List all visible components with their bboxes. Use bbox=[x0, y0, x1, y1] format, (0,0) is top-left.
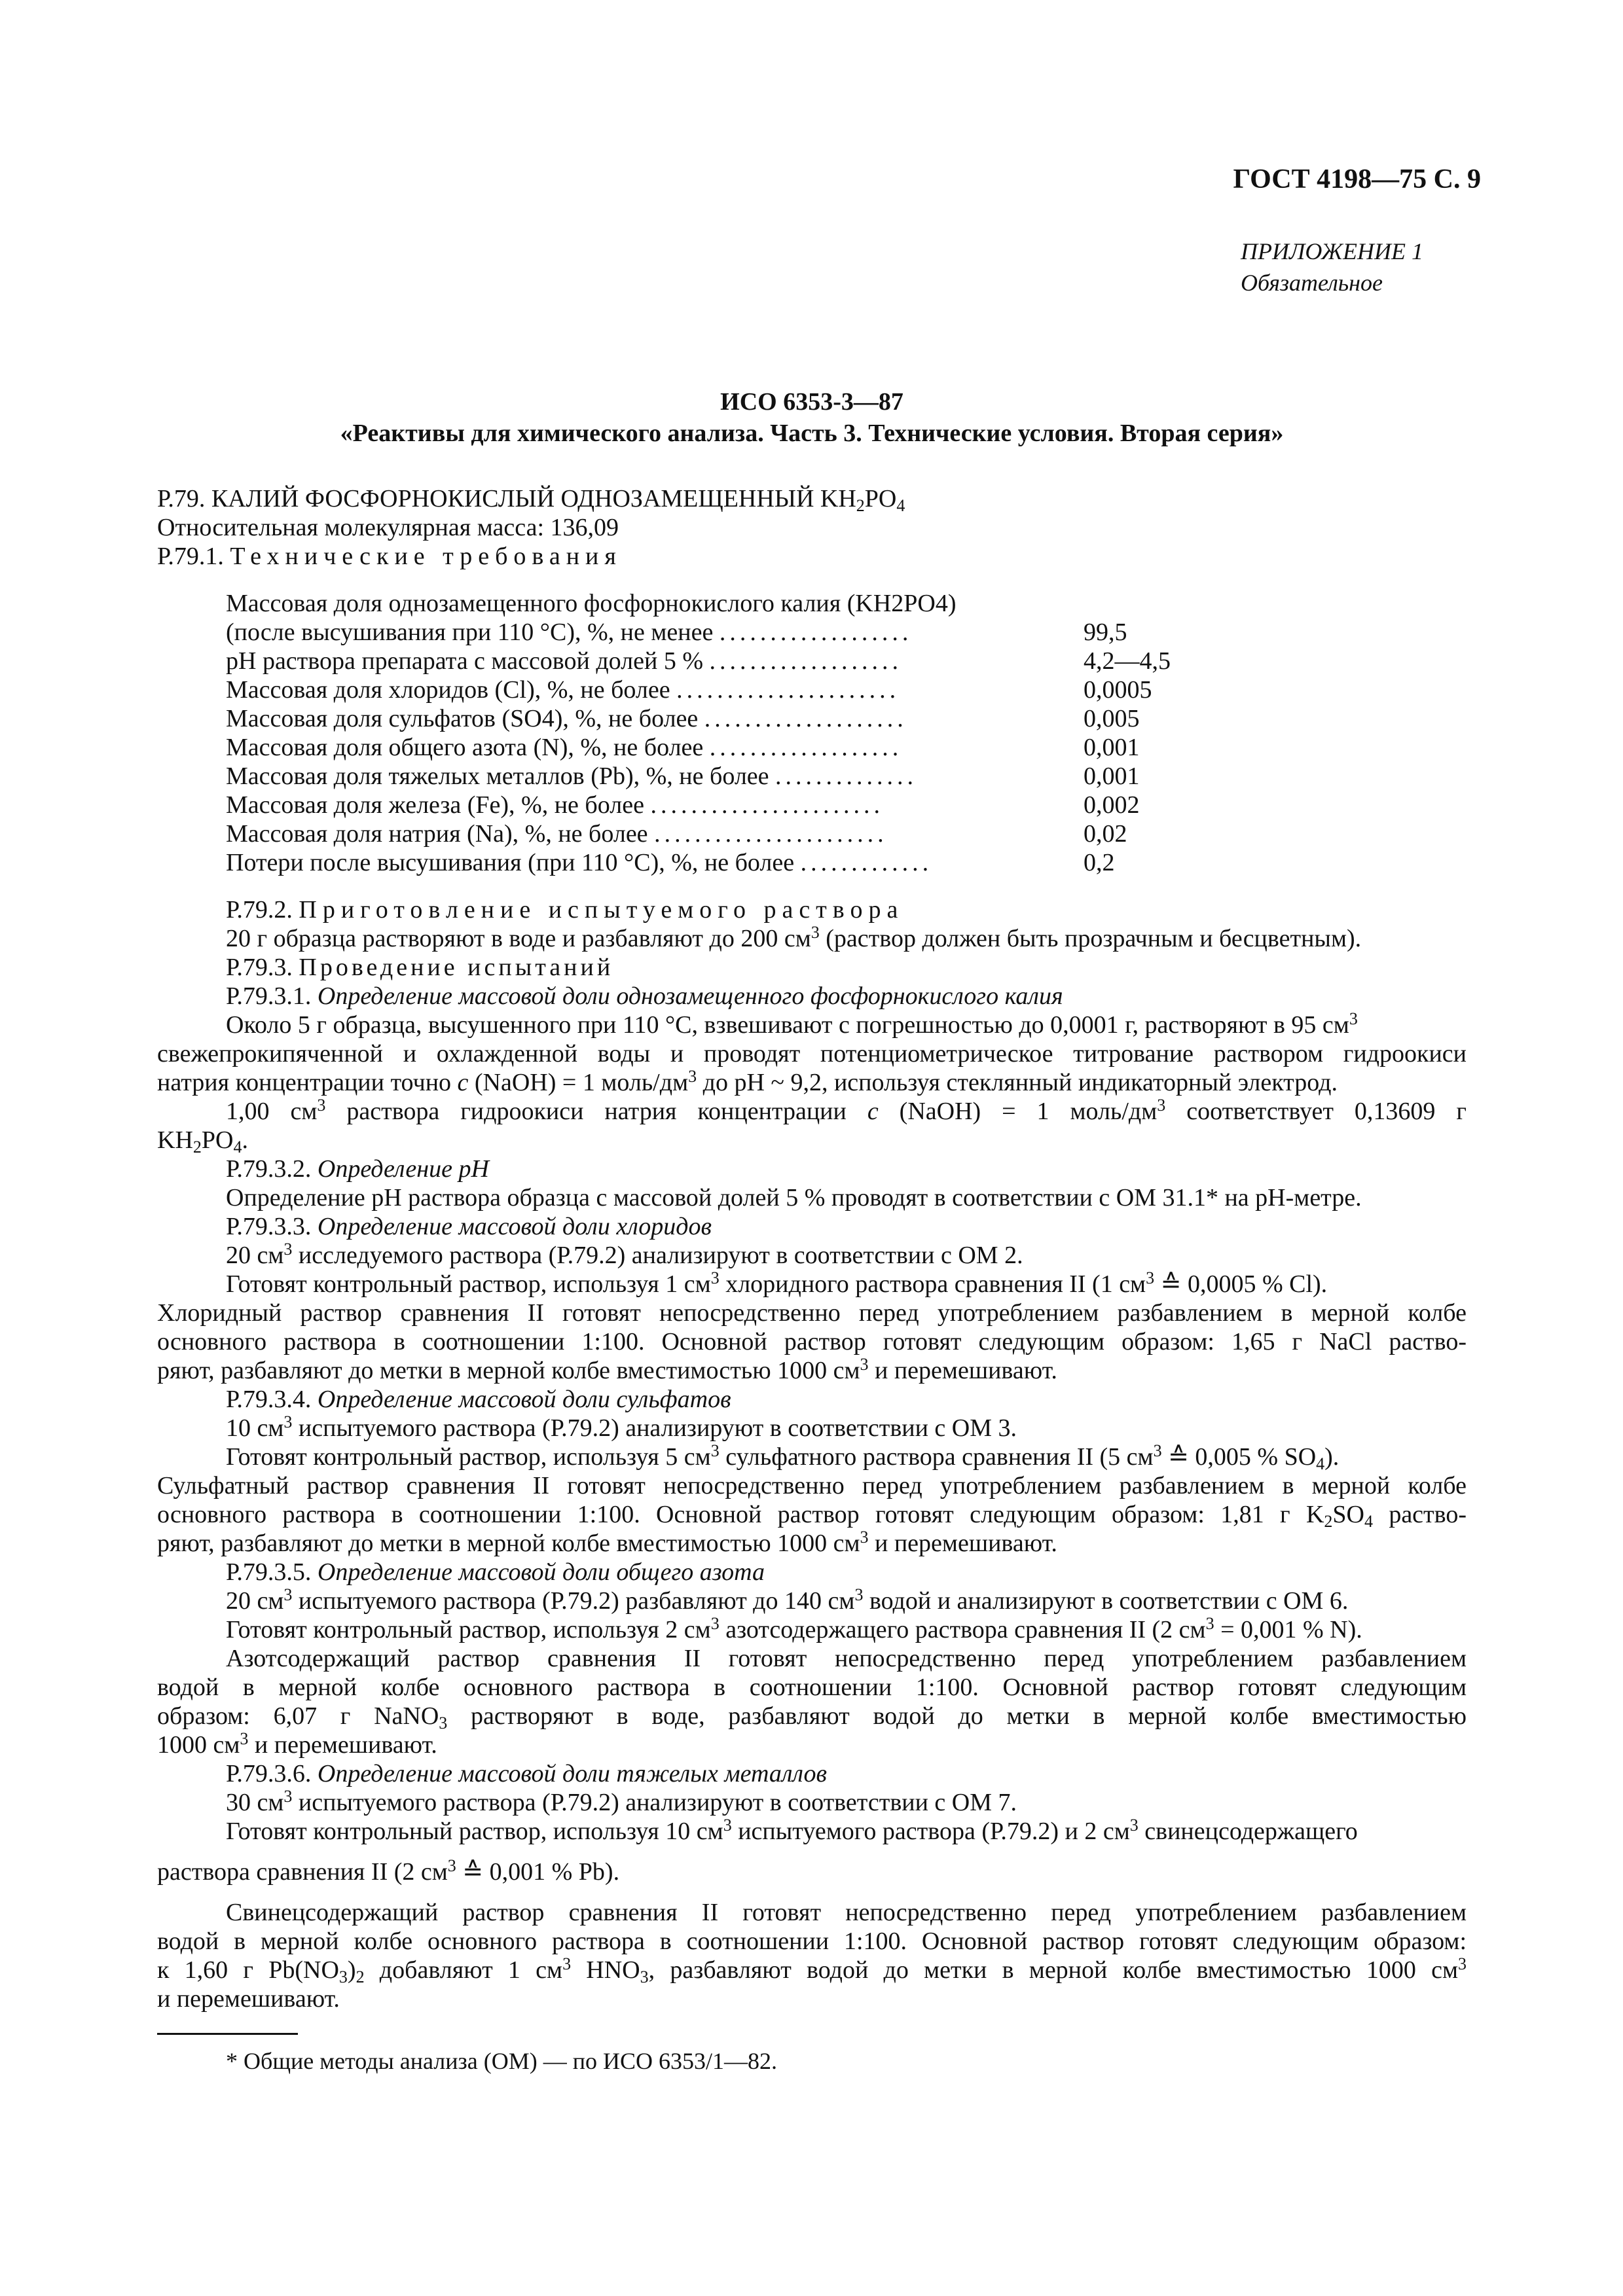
tests-heading: Р.79.3. Проведение испытаний bbox=[226, 954, 614, 981]
spec-name: Массовая доля железа (Fe), %, не более bbox=[226, 791, 644, 819]
iso-number: ИСО 6353-3—87 bbox=[720, 388, 903, 416]
spec-value: 0,0005 bbox=[1084, 676, 1152, 704]
spec-leader-dots: ................... bbox=[709, 734, 903, 761]
section-3-2-heading: Р.79.3.2. Определение pH bbox=[226, 1155, 489, 1183]
section-3-5-heading: Р.79.3.5. Определение массовой доли общего азота bbox=[226, 1558, 765, 1586]
document-title bbox=[157, 386, 1467, 449]
spec-name: Массовая доля натрия (Na), %, не более bbox=[226, 820, 648, 848]
section-3-4-heading: Р.79.3.4. Определение массовой доли сульфатов bbox=[226, 1386, 731, 1413]
spec-row bbox=[226, 675, 1171, 704]
footnote-rule bbox=[157, 2033, 298, 2035]
spec-row bbox=[226, 819, 1171, 848]
section-3-5-text: водой в мерной колбе основного раствора в соотношении 1:100. Основной раствор готовят следующим bbox=[157, 1674, 1467, 1701]
section-3-6-text: к 1,60 г $Pb(NO_3)_2$ добавляют 1 $см^3$ $HNO_3$, разбавляют водой до метки в мерной колбе вместимостью 1000 $см^3$ bbox=[157, 1954, 1467, 1986]
spec-row bbox=[226, 647, 1171, 675]
section-3-5-text: образом: 6,07 г NaNO$_3$ растворяют в воде, разбавляют водой до метки в мерной колбе вместимостью bbox=[157, 1702, 1467, 1732]
spec-leader-dots: ....................... bbox=[650, 791, 884, 819]
spec-leader-dots: .............. bbox=[775, 762, 918, 790]
spec-name: (после высушивания при 110 °С), %, не менее bbox=[226, 619, 714, 646]
section-3-6-heading: Р.79.3.6. Определение массовой доли тяжелых металлов bbox=[226, 1760, 827, 1787]
spec-row bbox=[226, 733, 1171, 762]
spec-value: 0,002 bbox=[1084, 791, 1140, 819]
section-3-1-text: 1,00 $см^3$ раствора гидроокиси натрия концентрации c (NaOH) = 1 моль/$дм^3$ соответствует 0,13609 г bbox=[226, 1096, 1467, 1125]
prep-heading: Р.79.2. Приготовление испытуемого раствора bbox=[226, 896, 904, 924]
appendix-number: ПРИЛОЖЕНИЕ 1 bbox=[1241, 238, 1423, 264]
spec-name: Потери после высушивания (при 110 °С), %, не более bbox=[226, 849, 795, 876]
specs-intro: Массовая доля однозамещенного фосфорнокислого калия (KH2PO4) bbox=[226, 590, 957, 617]
spec-value: 4,2—4,5 bbox=[1084, 647, 1171, 675]
section-3-5-text: 20 $см^3$ испытуемого раствора (Р.79.2) разбавляют до 140 $см^3$ водой и анализируют в соответствии с ОМ 6. bbox=[226, 1585, 1349, 1615]
spec-value: 99,5 bbox=[1084, 619, 1127, 646]
section-3-4-text: основного раствора в соотношении 1:100. Основной раствор готовят следующим образом: 1,81 г $K_2SO_4$ раство- bbox=[157, 1501, 1467, 1531]
section-3-3-text: Хлоридный раствор сравнения II готовят непосредственно перед употреблением разбавлением в мерной колбе bbox=[157, 1299, 1467, 1327]
section-3-4-text: Готовят контрольный раствор, используя 5 $см^3$ сульфатного раствора сравнения II (5 $см^3$ ≙ 0,005 % $SO_4$). bbox=[226, 1441, 1340, 1473]
spec-name: Массовая доля хлоридов (Cl), %, не более bbox=[226, 676, 670, 704]
spec-name: Массовая доля сульфатов (SO4), %, не более bbox=[226, 705, 699, 732]
spec-leader-dots: ................... bbox=[719, 619, 913, 646]
section-3-3-text: основного раствора в соотношении 1:100. Основной раствор готовят следующим образом: 1,65 г NaCl раство- bbox=[157, 1328, 1467, 1355]
appendix-label bbox=[1241, 236, 1423, 298]
section-3-5-text: 1000 $см^3$ и перемешивают. bbox=[157, 1729, 437, 1759]
spec-value: 0,005 bbox=[1084, 705, 1140, 732]
spec-row bbox=[226, 791, 1171, 819]
document-body bbox=[157, 484, 1467, 2075]
section-3-3-text: ряют, разбавляют до метки в мерной колбе вместимостью 1000 $см^3$ и перемешивают. bbox=[157, 1355, 1057, 1384]
section-3-1-text: свежепрокипяченной и охлажденной воды и проводят потенциометрическое титрование раствором гидроокиси bbox=[157, 1040, 1467, 1067]
spec-leader-dots: ............. bbox=[800, 849, 933, 876]
standard-page-header: ГОСТ 4198—75 С. 9 bbox=[1233, 164, 1481, 194]
spec-row bbox=[226, 848, 1171, 877]
spec-leader-dots: ...................... bbox=[676, 676, 900, 704]
spec-row bbox=[226, 704, 1171, 733]
section-3-4-text: Сульфатный раствор сравнения II готовят непосредственно перед употреблением разбавлением в мерной колбе bbox=[157, 1472, 1467, 1499]
section-3-6-text: 30 $см^3$ испытуемого раствора (Р.79.2) анализируют в соответствии с ОМ 7. bbox=[226, 1787, 1017, 1816]
spec-value: 0,001 bbox=[1084, 734, 1140, 761]
spec-value: 0,02 bbox=[1084, 820, 1127, 848]
spec-leader-dots: ....................... bbox=[654, 820, 888, 848]
section-3-3-heading: Р.79.3.3. Определение массовой доли хлоридов bbox=[226, 1213, 712, 1240]
section-3-4-text: ряют, разбавляют до метки в мерной колбе вместимостью 1000 $см^3$ и перемешивают. bbox=[157, 1528, 1057, 1557]
section-3-6-text: водой в мерной колбе основного раствора в соотношении 1:100. Основной раствор готовят следующим образом: bbox=[157, 1928, 1467, 1955]
molar-mass: Относительная молекулярная масса: 136,09 bbox=[157, 514, 619, 541]
section-3-6-text: раствора сравнения II (2 $см^3$ ≙ 0,001 % Pb). bbox=[157, 1856, 620, 1886]
section-3-5-text: Готовят контрольный раствор, используя 2 $см^3$ азотсодержащего раствора сравнения II (2 $см^3 = 0,001$ % N). bbox=[226, 1614, 1362, 1643]
section-3-1-text: Около 5 г образца, высушенного при 110 °С, взвешивают с погрешностью до 0,0001 г, растворяют в 95 $см^3$ bbox=[226, 1009, 1358, 1039]
spec-row bbox=[226, 618, 1171, 647]
spec-row bbox=[226, 762, 1171, 791]
product-heading: Р.79. КАЛИЙ ФОСФОРНОКИСЛЫЙ ОДНОЗАМЕЩЕННЫЙ $KH_2PO_4$ bbox=[157, 485, 905, 515]
section-3-6-text: и перемешивают. bbox=[157, 1985, 340, 2013]
spec-name: Массовая доля общего азота (N), %, не более bbox=[226, 734, 704, 761]
section-3-1-text: $KH_2PO_4$. bbox=[157, 1126, 248, 1157]
section-3-1-text: натрия концентрации точно c (NaOH) = 1 моль/$дм^3$ до pH ~ 9,2, используя стеклянный индикаторный электрод. bbox=[157, 1067, 1338, 1096]
spec-leader-dots: ................... bbox=[709, 647, 902, 675]
appendix-status: Обязательное bbox=[1241, 270, 1383, 296]
section-3-6-text: Готовят контрольный раствор, используя 10 $см^3$ испытуемого раствора (Р.79.2) и 2 $см^3$ свинецсодержащего bbox=[226, 1816, 1358, 1845]
iso-title: «Реактивы для химического анализа. Часть 3. Технические условия. Вторая серия» bbox=[340, 420, 1284, 447]
specifications-table bbox=[226, 618, 1171, 877]
spec-value: 0,2 bbox=[1084, 849, 1115, 876]
section-3-5-text: Азотсодержащий раствор сравнения II готовят непосредственно перед употреблением разбавлением bbox=[226, 1645, 1467, 1672]
prep-text: 20 г образца растворяют в воде и разбавляют до 200 $см^3$ (раствор должен быть прозрачным и бесцветным). bbox=[226, 923, 1362, 952]
spec-leader-dots: .................... bbox=[704, 705, 907, 732]
section-3-4-text: 10 $см^3$ испытуемого раствора (Р.79.2) анализируют в соответствии с ОМ 3. bbox=[226, 1412, 1017, 1442]
spec-name: pH раствора препарата с массовой долей 5 % bbox=[226, 647, 703, 675]
spec-value: 0,001 bbox=[1084, 762, 1140, 790]
requirements-heading: Р.79.1. Технические требования bbox=[157, 543, 622, 570]
section-3-1-heading: Р.79.3.1. Определение массовой доли однозамещенного фосфорнокислого калия bbox=[226, 982, 1063, 1010]
footnote: * Общие методы анализа (ОМ) — по ИСО 6353/1—82. bbox=[226, 2048, 777, 2074]
section-3-6-text: Свинецсодержащий раствор сравнения II готовят непосредственно перед употреблением разбавлением bbox=[226, 1899, 1467, 1926]
section-3-3-text: 20 $см^3$ исследуемого раствора (Р.79.2) анализируют в соответствии с ОМ 2. bbox=[226, 1240, 1023, 1269]
spec-name: Массовая доля тяжелых металлов (Pb), %, не более bbox=[226, 762, 769, 790]
section-3-2-text: Определение pH раствора образца с массовой долей 5 % проводят в соответствии с ОМ 31.1* на pH-метре. bbox=[226, 1184, 1362, 1211]
section-3-3-text: Готовят контрольный раствор, используя 1 $см^3$ хлоридного раствора сравнения II (1 $см^3$ ≙ 0,0005 % Cl). bbox=[226, 1268, 1328, 1298]
